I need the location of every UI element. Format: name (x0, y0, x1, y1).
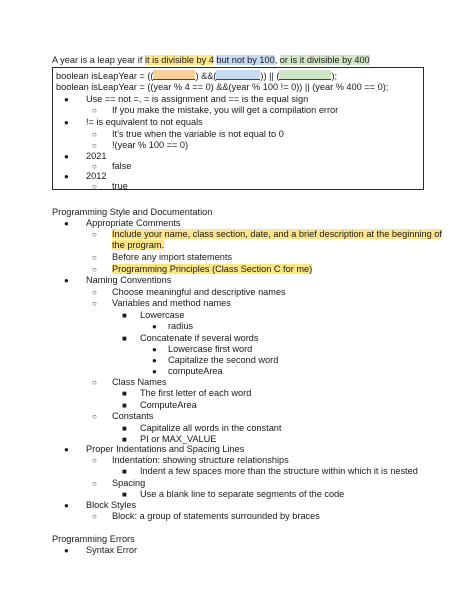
item-indentation-spacing: Proper Indentations and Spacing Lines (86, 444, 245, 454)
blank-green (279, 70, 331, 80)
bullet-icon: ● (152, 322, 157, 331)
note-use-equals: Use == not =, = is assignment and == is the equal sign (86, 94, 309, 104)
bullet-icon: ● (64, 445, 69, 454)
note-true-when: It's true when the variable is not equal to 0 (112, 129, 284, 139)
square-bullet-icon: ■ (122, 490, 127, 499)
bullet-icon: ● (64, 95, 69, 104)
code-text: ); (331, 71, 338, 81)
code-template-line (56, 70, 337, 82)
note-not-equal: != is equivalent to not equals (86, 117, 203, 127)
section-heading-errors: Programming Errors (52, 534, 135, 544)
bullet-icon: ● (64, 152, 69, 161)
result-false: false (112, 161, 132, 171)
highlight-principles: Programming Principles (Class Section C for me) (112, 264, 313, 274)
item-naming-conventions: Naming Conventions (86, 275, 172, 285)
leap-year-definition (52, 55, 370, 66)
item-choose-names: Choose meaningful and descriptive names (112, 287, 286, 297)
highlight-divisible-400: or is it divisible by 400 (279, 55, 370, 65)
circle-bullet-icon: ○ (92, 412, 97, 421)
result-true: true (112, 181, 128, 191)
highlight-include: the program. (112, 240, 165, 250)
item-block-styles: Block Styles (86, 500, 137, 510)
item-indent-few: Indent a few spaces more than the structure within which it is nested (140, 466, 418, 476)
bullet-icon: ● (64, 501, 69, 510)
highlight-divisible-4: it is divisible by 4 (144, 55, 214, 65)
highlight-not-100: but not by 100 (216, 55, 275, 65)
note-negation: !(year % 100 == 0) (112, 140, 189, 150)
example-computeArea: computeArea (168, 366, 223, 376)
intro-text: , (274, 55, 280, 65)
circle-bullet-icon: ○ (92, 182, 97, 191)
item-syntax-error: Syntax Error (86, 545, 138, 555)
circle-bullet-icon: ○ (92, 253, 97, 262)
circle-bullet-icon: ○ (92, 288, 97, 297)
item-principles (112, 264, 312, 275)
bullet-icon: ● (152, 367, 157, 376)
square-bullet-icon: ■ (122, 334, 127, 343)
circle-bullet-icon: ○ (92, 106, 97, 115)
example-year-2021: 2021 (86, 151, 107, 161)
code-full-line: boolean isLeapYear = ((year % 4 == 0) &&(year % 100 != 0)) || (year % 400 == 0); (56, 82, 389, 92)
example-ComputeArea: ComputeArea (140, 400, 197, 410)
item-variables-methods: Variables and method names (112, 298, 231, 308)
item-lowercase-first: Lowercase first word (168, 344, 253, 354)
square-bullet-icon: ■ (122, 435, 127, 444)
circle-bullet-icon: ○ (92, 162, 97, 171)
item-class-names: Class Names (112, 377, 167, 387)
circle-bullet-icon: ○ (92, 130, 97, 139)
item-concatenate: Concatenate if several words (140, 333, 259, 343)
bullet-icon: ● (152, 345, 157, 354)
circle-bullet-icon: ○ (92, 265, 97, 274)
circle-bullet-icon: ○ (92, 479, 97, 488)
item-capitalize-second: Capitalize the second word (168, 355, 279, 365)
code-text: boolean isLeapYear = (( (56, 71, 154, 81)
item-blank-line: Use a blank line to separate segments of the code (140, 489, 345, 499)
circle-bullet-icon: ○ (92, 299, 97, 308)
square-bullet-icon: ■ (122, 401, 127, 410)
circle-bullet-icon: ○ (92, 456, 97, 465)
item-constants: Constants (112, 411, 154, 421)
item-appropriate-comments: Appropriate Comments (86, 218, 181, 228)
code-text: )) || ( (260, 71, 280, 81)
circle-bullet-icon: ○ (92, 230, 97, 239)
item-spacing: Spacing (112, 478, 146, 488)
blank-blue (216, 70, 260, 80)
note-compile-error: If you make the mistake, you will get a compilation error (112, 105, 339, 115)
bullet-icon: ● (152, 356, 157, 365)
bullet-icon: ● (64, 219, 69, 228)
circle-bullet-icon: ○ (92, 141, 97, 150)
square-bullet-icon: ■ (122, 467, 127, 476)
square-bullet-icon: ■ (122, 389, 127, 398)
item-block-definition: Block: a group of statements surrounded by braces (112, 511, 320, 521)
bullet-icon: ● (64, 118, 69, 127)
item-include-name (112, 229, 442, 240)
section-heading-style: Programming Style and Documentation (52, 207, 213, 217)
intro-text: A year is a leap year if (52, 55, 145, 65)
example-pi-max: PI or MAX_VALUE (140, 434, 217, 444)
code-text: ) &&( (195, 71, 217, 81)
item-include-name-cont (112, 240, 164, 251)
item-indentation: Indentation: showing structure relationships (112, 455, 289, 465)
blank-orange (153, 70, 195, 80)
example-radius: radius (168, 321, 194, 331)
highlight-include: Include your name, class section, date, and a brief description at the beginning of (112, 229, 442, 239)
item-first-letter: The first letter of each word (140, 388, 252, 398)
bullet-icon: ● (64, 276, 69, 285)
circle-bullet-icon: ○ (92, 512, 97, 521)
item-lowercase: Lowercase (140, 310, 185, 320)
square-bullet-icon: ■ (122, 311, 127, 320)
item-capitalize-all: Capitalize all words in the constant (140, 423, 282, 433)
circle-bullet-icon: ○ (92, 378, 97, 387)
square-bullet-icon: ■ (122, 424, 127, 433)
item-before-import: Before any import statements (112, 252, 233, 262)
example-year-2012: 2012 (86, 171, 107, 181)
bullet-icon: ● (64, 546, 69, 555)
bullet-icon: ● (64, 172, 69, 181)
